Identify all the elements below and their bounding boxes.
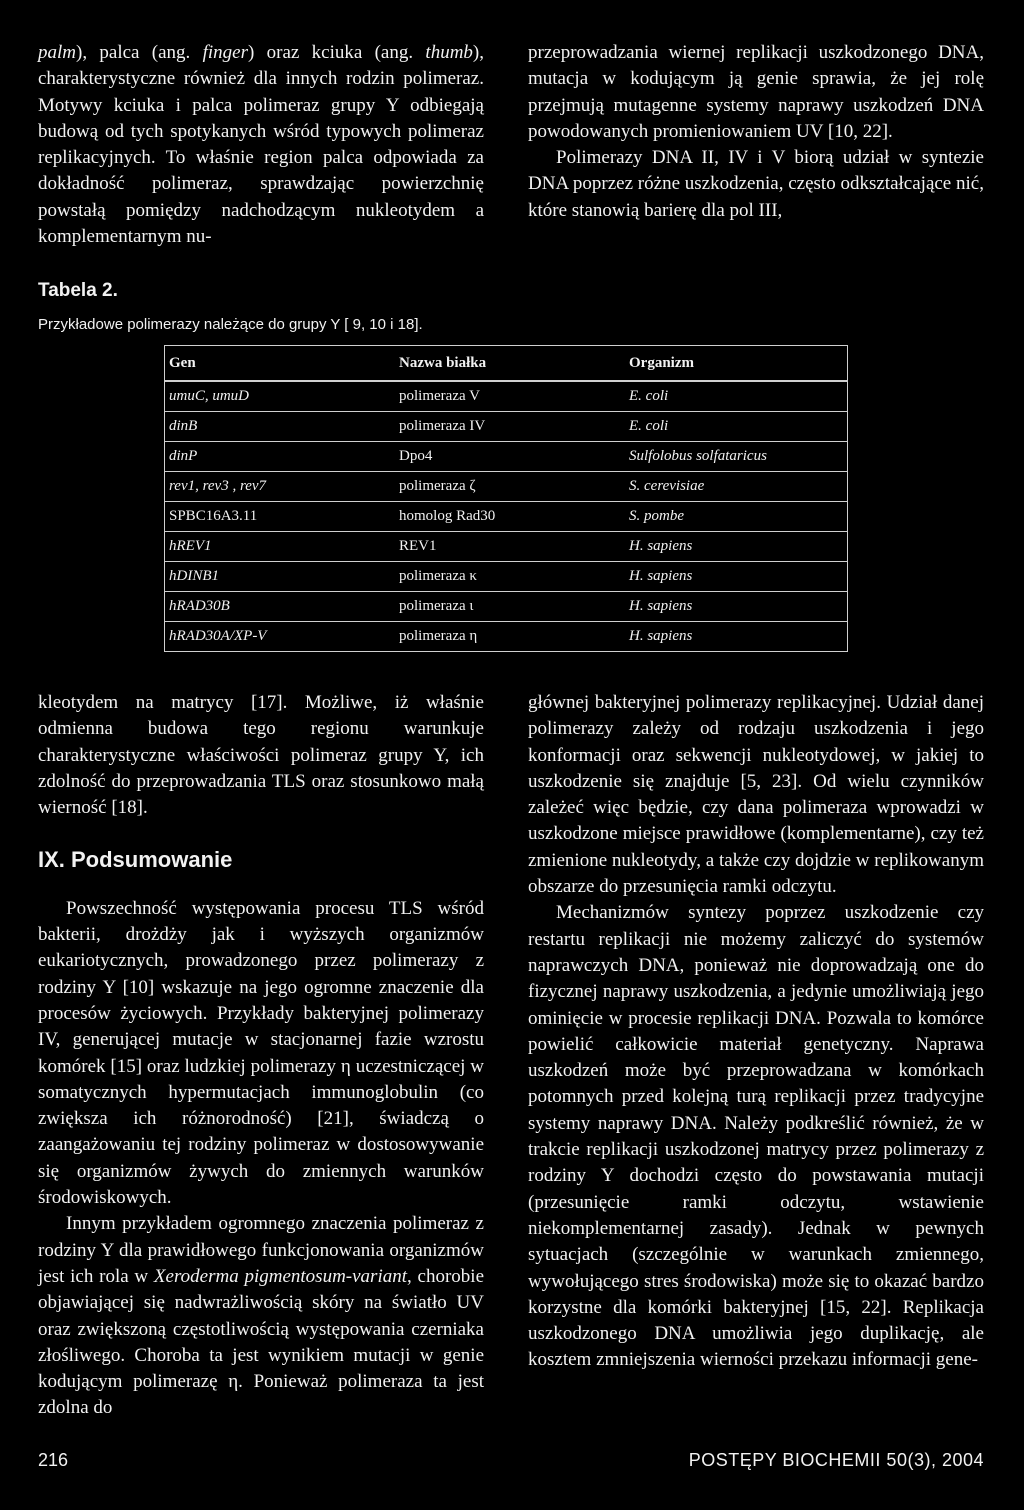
- term-palm: palm: [38, 42, 76, 63]
- table-row: [165, 592, 848, 622]
- cell-gen: hDINB1: [165, 562, 396, 592]
- bottom-right-paragraph-1: głównej bakteryjnej polimerazy replikacyjnej. Udział danej polimerazy zależy od rodzaju uszkodzenia i jego konformacji oraz sekwencji nukleotydowej, w jakiej to uszkodzenie się znajduje [5, 23]. Od wielu czynników zależeć więc będzie, czy dana polimeraza wprowadzi w uszkodzone miejsce prawidłowe (komplementarne), czy też zmienione nukleotydy, a także czy dojdzie w replikowanym obszarze do przesunięcia ramki odczytu.: [528, 692, 984, 898]
- section-heading: IX. Podsumowanie: [38, 847, 233, 873]
- text-run: ), palca (ang.: [76, 42, 203, 63]
- cell-gen: SPBC16A3.11: [165, 502, 396, 532]
- top-right-column: [528, 40, 984, 224]
- bottom-left-column: [38, 690, 484, 1422]
- cell-gen: hREV1: [165, 532, 396, 562]
- bottom-left-paragraph-1: kleotydem na matrycy [17]. Możliwe, iż właśnie odmienna budowa tego regionu warunkuje charakterystyczne właściwości polimeraz grupy Y, ich zdolność do przeprowadzania TLS oraz stosunkowo małą wierność [18].: [38, 692, 484, 819]
- table-row: [165, 622, 848, 652]
- cell-organism: E. coli: [625, 381, 848, 412]
- cell-protein: homolog Rad30: [395, 502, 625, 532]
- cell-protein: polimeraza V: [395, 381, 625, 412]
- table-row: [165, 412, 848, 442]
- bottom-right-paragraph-2: Mechanizmów syntezy poprzez uszkodzenie czy restartu replikacji nie możemy zaliczyć do systemów naprawczych DNA, ponieważ nie doprowadzają one do fizycznej naprawy uszkodzenia, a jedynie umożliwiają jego ominięcie w procesie replikacji DNA. Pozwala to komórce powielić całkowicie materiał genetyczny. Naprawa uszkodzeń może być przeprowadzana w komórkach potomnych przed kolejną turą replikacji przez tradycyjne systemy naprawy DNA. Należy podkreślić również, że w trakcie replikacji uszkodzonej matrycy przez polimerazy z rodziny Y dochodzi często do powstawania mutacji (przesunięcie ramki odczytu, wstawienie niekomplementarnej zasady). Jednak w pewnych sytuacjach (szczególnie w warunkach zmiennego, wywołującego stres środowiska) może się to okazać bardzo korzystne dla komórki bakteryjnej [15, 22]. Replikacja uszkodzonego DNA umożliwia jego duplikację, ale kosztem zmniejszenia wierności przekazu informacji gene-: [528, 902, 984, 1371]
- cell-gen: dinB: [165, 412, 396, 442]
- cell-protein: polimeraza η: [395, 622, 625, 652]
- table-row: [165, 442, 848, 472]
- cell-gen: umuC, umuD: [165, 381, 396, 412]
- cell-protein: REV1: [395, 532, 625, 562]
- bottom-right-column: [528, 690, 984, 1374]
- top-left-paragraph: [38, 40, 484, 250]
- table-header-row: [165, 346, 848, 382]
- cell-protein: Dpo4: [395, 442, 625, 472]
- cell-protein: polimeraza ζ: [395, 472, 625, 502]
- term-finger: finger: [202, 42, 248, 63]
- cell-organism: H. sapiens: [625, 562, 848, 592]
- top-left-column: [38, 40, 484, 250]
- cell-organism: H. sapiens: [625, 592, 848, 622]
- page-number: 216: [38, 1450, 69, 1470]
- term-thumb: thumb: [425, 42, 473, 63]
- cell-organism: E. coli: [625, 412, 848, 442]
- text-run: ), charakterystyczne również dla innych rodzin polimeraz. Motywy kciuka i palca polimeraz grupy Y odbiegają budową od tych spotykanych wśród typowych polimeraz replikacyjnych. To właśnie region palca odpowiada za dokładność polimeraz, sprawdzając powierzchnię powstałą pomiędzy nadchodzącym nukleotydem a komplementarnym nu-: [38, 42, 484, 248]
- term-xeroderma: Xeroderma pigmentosum-variant: [153, 1265, 408, 1287]
- top-right-paragraph-2: Polimerazy DNA II, IV i V biorą udział w syntezie DNA poprzez różne uszkodzenia, często odkształcające nić, które stanowią barierę dla pol III,: [528, 147, 984, 221]
- table-row: [165, 381, 848, 412]
- header-gen: Gen: [165, 346, 396, 382]
- table-caption: Przykładowe polimerazy należące do grupy Y [ 9, 10 i 18].: [38, 316, 423, 333]
- text-run: ) oraz kciuka (ang.: [248, 42, 426, 63]
- cell-organism: S. pombe: [625, 502, 848, 532]
- table-title: Tabela 2.: [38, 280, 118, 301]
- cell-gen: hRAD30B: [165, 592, 396, 622]
- cell-organism: S. cerevisiae: [625, 472, 848, 502]
- journal-name: POSTĘPY BIOCHEMII 50(3), 2004: [688, 1450, 984, 1470]
- table-row: [165, 562, 848, 592]
- table-row: [165, 502, 848, 532]
- cell-protein: polimeraza ι: [395, 592, 625, 622]
- cell-organism: H. sapiens: [625, 622, 848, 652]
- cell-organism: H. sapiens: [625, 532, 848, 562]
- cell-gen: hRAD30A/XP-V: [165, 622, 396, 652]
- bottom-left-paragraph-2: Powszechność występowania procesu TLS wśród bakterii, drożdży jak i wyższych organizmów eukariotycznych, prowadzonego przez polimerazy z rodziny Y [10] wskazuje na jego ogromne znaczenie dla procesów życiowych. Przykłady bakteryjnej polimerazy IV, generującej mutacje w stacjonarnej fazie wzrostu komórek [15] oraz ludzkiej polimerazy η uczestniczącej w somatycznych hypermutacjach immunoglobulin (co zwiększa ich różnorodność) [21], świadczą o zaangażowaniu tej rodziny polimeraz w dostosowywanie się organizmów żywych do zmiennych warunków środowiskowych.: [38, 897, 484, 1209]
- header-organism: Organizm: [625, 346, 848, 382]
- bottom-left-paragraph-3: [38, 1211, 484, 1421]
- text-run: Innym przykładem ogromnego znaczenia polimeraz z rodziny Y dla prawidłowego funkcjonowania organizmów jest ich rola w: [38, 1213, 484, 1287]
- table-row: [165, 472, 848, 502]
- cell-protein: polimeraza κ: [395, 562, 625, 592]
- cell-gen: rev1, rev3 , rev7: [165, 472, 396, 502]
- cell-gen: dinP: [165, 442, 396, 472]
- cell-organism: Sulfolobus solfataricus: [625, 442, 848, 472]
- text-run: , chorobie objawiającej się nadwrażliwością skóry na światło UV oraz zwiększoną częstotliwością występowania czerniaka złośliwego. Choroba ta jest wynikiem mutacji w genie kodującym polimerazę η. Ponieważ polimeraza ta jest zdolna do: [38, 1265, 485, 1419]
- cell-protein: polimeraza IV: [395, 412, 625, 442]
- top-right-paragraph-1: przeprowadzania wiernej replikacji uszkodzonego DNA, mutacja w kodującym ją genie sprawia, że jej rolę przejmują mutagenne systemy naprawy uszkodzeń DNA powodowanych promieniowaniem UV [10, 22].: [528, 42, 984, 142]
- header-protein: Nazwa białka: [395, 346, 625, 382]
- table-row: [165, 532, 848, 562]
- polymerase-table: [164, 345, 848, 652]
